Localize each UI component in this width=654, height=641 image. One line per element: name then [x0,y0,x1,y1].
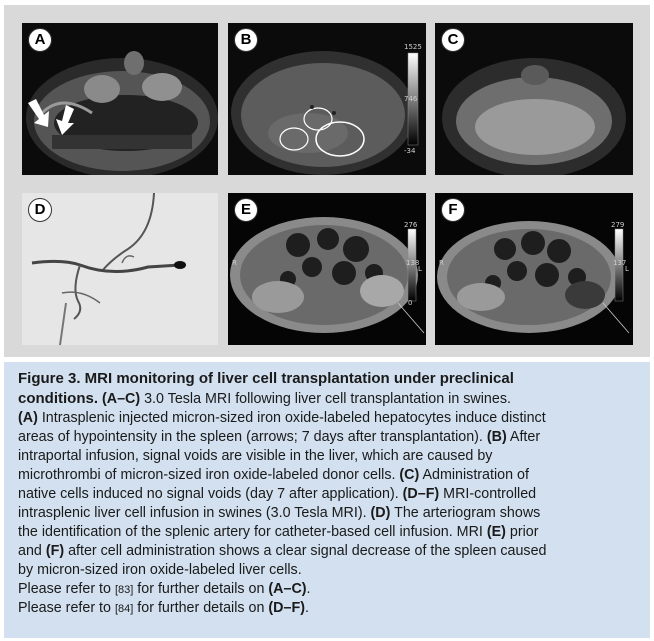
panel-ref: (A–C) [101,391,141,407]
caption-text: microthrombi of micron-sized iron oxide-labeled donor cells. [18,467,400,483]
caption-text: After [506,429,541,445]
citation-link[interactable]: [83] [114,584,134,596]
panel-label-a: A [28,28,52,52]
caption-text: Intrasplenic injected micron-sized iron oxide-labeled hepatocytes induce distinct [37,410,546,426]
caption-text: for further details on [133,581,269,597]
caption-line-10 [18,542,648,561]
caption-text: areas of hypointensity in the spleen (arrows; 7 days after transplantation). [18,429,487,445]
caption-text: . [306,581,311,597]
caption-text: and [18,543,46,559]
scale-max-label: 279 [611,221,625,229]
panel-d-arteriogram [22,193,218,345]
caption-text: for further details on [133,600,269,616]
panel-ref: (F) [45,543,65,559]
scale-max-label: 276 [404,221,418,229]
scale-mid-label: 746 [404,95,418,103]
side-marker-right: R [439,259,444,267]
panel-ref: (C) [399,467,420,483]
panel-label-c: C [441,28,465,52]
side-marker-right: R [232,259,237,267]
panel-ref: (D–F) [402,486,440,502]
panel-ref: (D) [370,505,391,521]
mri-axial-image-c [435,23,633,175]
caption-line-13 [18,599,648,619]
caption-text: the identification of the splenic artery for catheter-based cell infusion. MRI [18,524,487,540]
panel-label-e: E [234,198,258,222]
panel-e-mri [228,193,426,345]
panel-ref: (B) [486,429,507,445]
caption-text: native cells induced no signal voids (day 7 after application). [18,486,403,502]
side-marker-left: L [418,265,422,273]
caption-text: after cell administration shows a clear signal decrease of the spleen caused [64,543,547,559]
panel-f-mri [435,193,633,345]
scale-min-label: -34 [404,147,416,155]
panel-label-d: D [28,198,52,222]
caption-line-7 [18,485,648,504]
caption-line-9 [18,523,648,542]
figure-3 [4,5,650,357]
panel-label-f: F [441,198,465,222]
caption-title-line-2: conditions. [18,390,98,407]
caption-text: 3.0 Tesla MRI following liver cell transplantation in swines. [140,391,511,407]
scale-min-label: 0 [408,299,413,307]
caption-line-3 [18,409,648,428]
caption-text: prior [505,524,539,540]
caption-text: . [304,600,309,616]
scale-max-label: 1525 [404,43,422,51]
caption-line-11: by micron-sized iron oxide-labeled liver cells. [18,562,302,578]
panel-ref: (D–F) [268,600,305,616]
caption-line-5: intraportal infusion, signal voids are visible in the liver, which are caused by [18,448,493,464]
mri-axial-image-e [228,193,426,345]
panel-a-mri [22,23,218,175]
panel-ref: (E) [486,524,506,540]
caption-text: intrasplenic liver cell infusion in swines (3.0 Tesla MRI). [18,505,371,521]
figure-caption [4,362,650,638]
caption-line-12 [18,580,648,600]
caption-text: Administration of [419,467,529,483]
scale-mid-label: 137 [613,259,627,267]
panel-c-mri [435,23,633,175]
caption-text: Please refer to [18,600,115,616]
citation-link[interactable]: [84] [114,603,134,615]
panel-ref: (A) [18,410,38,426]
scale-mid-label: 138 [406,259,420,267]
panel-b-mri [228,23,426,175]
caption-line-8 [18,504,648,523]
side-marker-left: L [625,265,629,273]
caption-text: The arteriogram shows [390,505,541,521]
caption-title-line-1: Figure 3. MRI monitoring of liver cell transplantation under preclinical [18,370,514,387]
panel-ref: (A–C) [268,581,307,597]
caption-line-2 [18,389,648,409]
caption-line-4 [18,428,648,447]
caption-line-6 [18,466,648,485]
mri-axial-image-b [228,23,426,175]
arteriogram-image [22,193,218,345]
caption-text: MRI-controlled [439,486,537,502]
panel-label-b: B [234,28,258,52]
mri-axial-image-f [435,193,633,345]
caption-text: Please refer to [18,581,115,597]
arrow-icon [22,23,218,175]
